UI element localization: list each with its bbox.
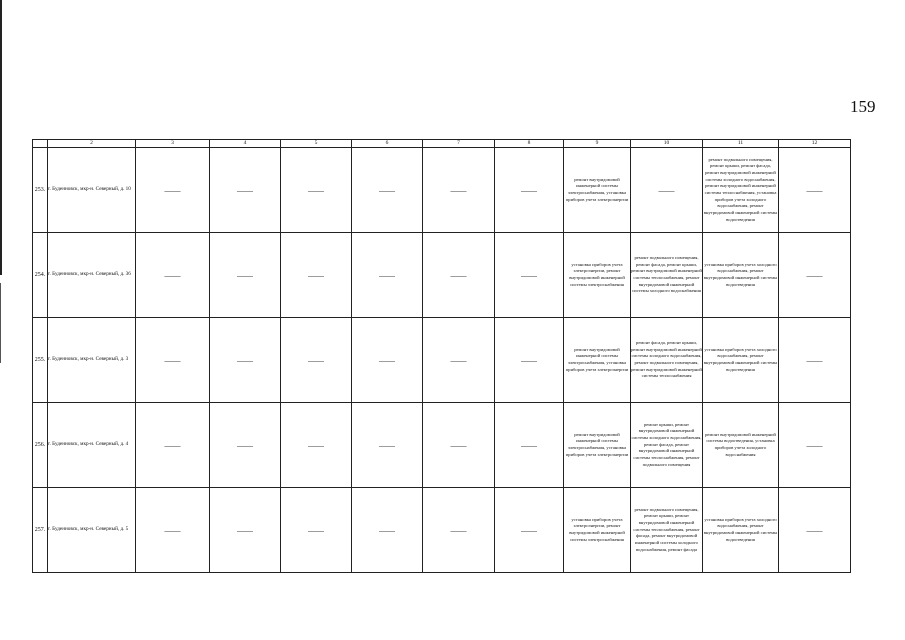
works-cell: ремонт внутридомовой инженерной системы электроснабжения, установка приборов учета электроэнергии: [564, 403, 631, 488]
column-header: 12: [779, 140, 851, 148]
column-header: 10: [631, 140, 703, 148]
row-number: 256.: [33, 403, 48, 488]
column-number-row: [33, 140, 851, 148]
works-cell: ремонт внутридомовой инженерной системы электроснабжения, установка приборов учета электроэнергии: [564, 318, 631, 403]
column-header: 9: [564, 140, 631, 148]
empty-dash: ——: [423, 318, 495, 403]
works-cell: ремонт крыши, ремонт внутридомовой инженерной системы холодного водоснабжения, ремонт фасада, ремонт внутридомовой инженерной системы теплоснабжения, ремонт подвального помещения: [631, 403, 703, 488]
scan-edge-mark: [0, 0, 2, 275]
address-cell: г. Буденновск, мкр-н. Северный, д. 4: [48, 403, 136, 488]
row-number: 254.: [33, 233, 48, 318]
works-cell: ремонт подвального помещения, ремонт крыши, ремонт внутридомовой инженерной системы теплоснабжения, ремонт фасада, ремонт внутридомовой инженерной системы холодного водоснабжения, ремонт фасада: [631, 488, 703, 573]
empty-dash: ——: [136, 318, 210, 403]
empty-dash: ——: [352, 148, 423, 233]
works-cell: ремонт фасада, ремонт крыши, ремонт внутридомовой инженерной системы холодного водоснабжения, ремонт подвального помещения, ремонт внутридомовой инженерной системы теплоснабжения: [631, 318, 703, 403]
empty-dash: ——: [495, 318, 564, 403]
row-number: 253.: [33, 148, 48, 233]
table-row: [33, 233, 851, 318]
table-row: [33, 488, 851, 573]
empty-dash: ——: [281, 148, 352, 233]
page-number: 159: [850, 97, 876, 116]
empty-dash: ——: [210, 318, 281, 403]
empty-dash: ——: [281, 318, 352, 403]
empty-dash: ——: [136, 488, 210, 573]
works-cell: ремонт внутридомовой инженерной системы водоотведения, установка приборов учета холодного водоснабжения: [703, 403, 779, 488]
works-cell: установка приборов учета холодного водоснабжения, ремонт внутридомовой инженерной системы водоотведения: [703, 318, 779, 403]
column-header: [33, 140, 48, 148]
empty-dash: ——: [423, 233, 495, 318]
address-cell: г. Буденновск, мкр-н. Северный, д. 36: [48, 233, 136, 318]
empty-dash: ——: [423, 403, 495, 488]
empty-dash: ——: [136, 233, 210, 318]
empty-dash: ——: [423, 148, 495, 233]
empty-dash: ——: [210, 488, 281, 573]
column-header: 2: [48, 140, 136, 148]
empty-dash: ——: [352, 403, 423, 488]
column-header: 3: [136, 140, 210, 148]
address-cell: г. Буденновск, мкр-н. Северный, д. 5: [48, 488, 136, 573]
scan-edge-mark: [0, 283, 1, 363]
empty-dash: ——: [779, 403, 851, 488]
table-row: [33, 403, 851, 488]
housing-repair-table: [32, 139, 851, 573]
address-cell: г. Буденновск, мкр-н. Северный, д. 3: [48, 318, 136, 403]
empty-dash: ——: [136, 403, 210, 488]
column-header: 7: [423, 140, 495, 148]
empty-dash: ——: [631, 148, 703, 233]
table-row: [33, 318, 851, 403]
column-header: 6: [352, 140, 423, 148]
empty-dash: ——: [281, 403, 352, 488]
works-cell: ремонт внутридомовой инженерной системы электроснабжения, установка приборов учета электроэнергии: [564, 148, 631, 233]
row-number: 257.: [33, 488, 48, 573]
address-cell: г. Буденновск, мкр-н. Северный, д. 10: [48, 148, 136, 233]
works-cell: ремонт подвального помещения, ремонт крыши, ремонт фасада, ремонт внутридомовой инженерной системы холодного водоснабжения, ремонт внутридомовой инженерной системы теплоснабжения, установка приборов учета холодного водоснабжения, ремонт внутридомовой инженерной системы водоотведения: [703, 148, 779, 233]
empty-dash: ——: [495, 488, 564, 573]
works-cell: установка приборов учета электроэнергии, ремонт внутридомовой инженерной системы электроснабжения: [564, 488, 631, 573]
table-row: [33, 148, 851, 233]
works-cell: установка приборов учета холодного водоснабжения, ремонт внутридомовой инженерной системы водоотведения: [703, 488, 779, 573]
works-cell: установка приборов учета холодного водоснабжения, ремонт внутридомовой инженерной системы водоотведения: [703, 233, 779, 318]
empty-dash: ——: [495, 148, 564, 233]
empty-dash: ——: [423, 488, 495, 573]
empty-dash: ——: [495, 403, 564, 488]
empty-dash: ——: [210, 403, 281, 488]
column-header: 11: [703, 140, 779, 148]
empty-dash: ——: [136, 148, 210, 233]
column-header: 4: [210, 140, 281, 148]
empty-dash: ——: [352, 318, 423, 403]
row-number: 255.: [33, 318, 48, 403]
empty-dash: ——: [281, 233, 352, 318]
works-cell: установка приборов учета электроэнергии, ремонт внутридомовой инженерной системы электроснабжения: [564, 233, 631, 318]
empty-dash: ——: [352, 233, 423, 318]
works-cell: ремонт подвального помещения, ремонт фасада, ремонт крыши, ремонт внутридомовой инженерной системы теплоснабжения, ремонт внутридомовой инженерной системы холодного водоснабжения: [631, 233, 703, 318]
empty-dash: ——: [779, 148, 851, 233]
empty-dash: ——: [779, 488, 851, 573]
empty-dash: ——: [210, 233, 281, 318]
empty-dash: ——: [281, 488, 352, 573]
empty-dash: ——: [210, 148, 281, 233]
column-header: 5: [281, 140, 352, 148]
empty-dash: ——: [352, 488, 423, 573]
column-header: 8: [495, 140, 564, 148]
empty-dash: ——: [779, 233, 851, 318]
empty-dash: ——: [495, 233, 564, 318]
empty-dash: ——: [779, 318, 851, 403]
